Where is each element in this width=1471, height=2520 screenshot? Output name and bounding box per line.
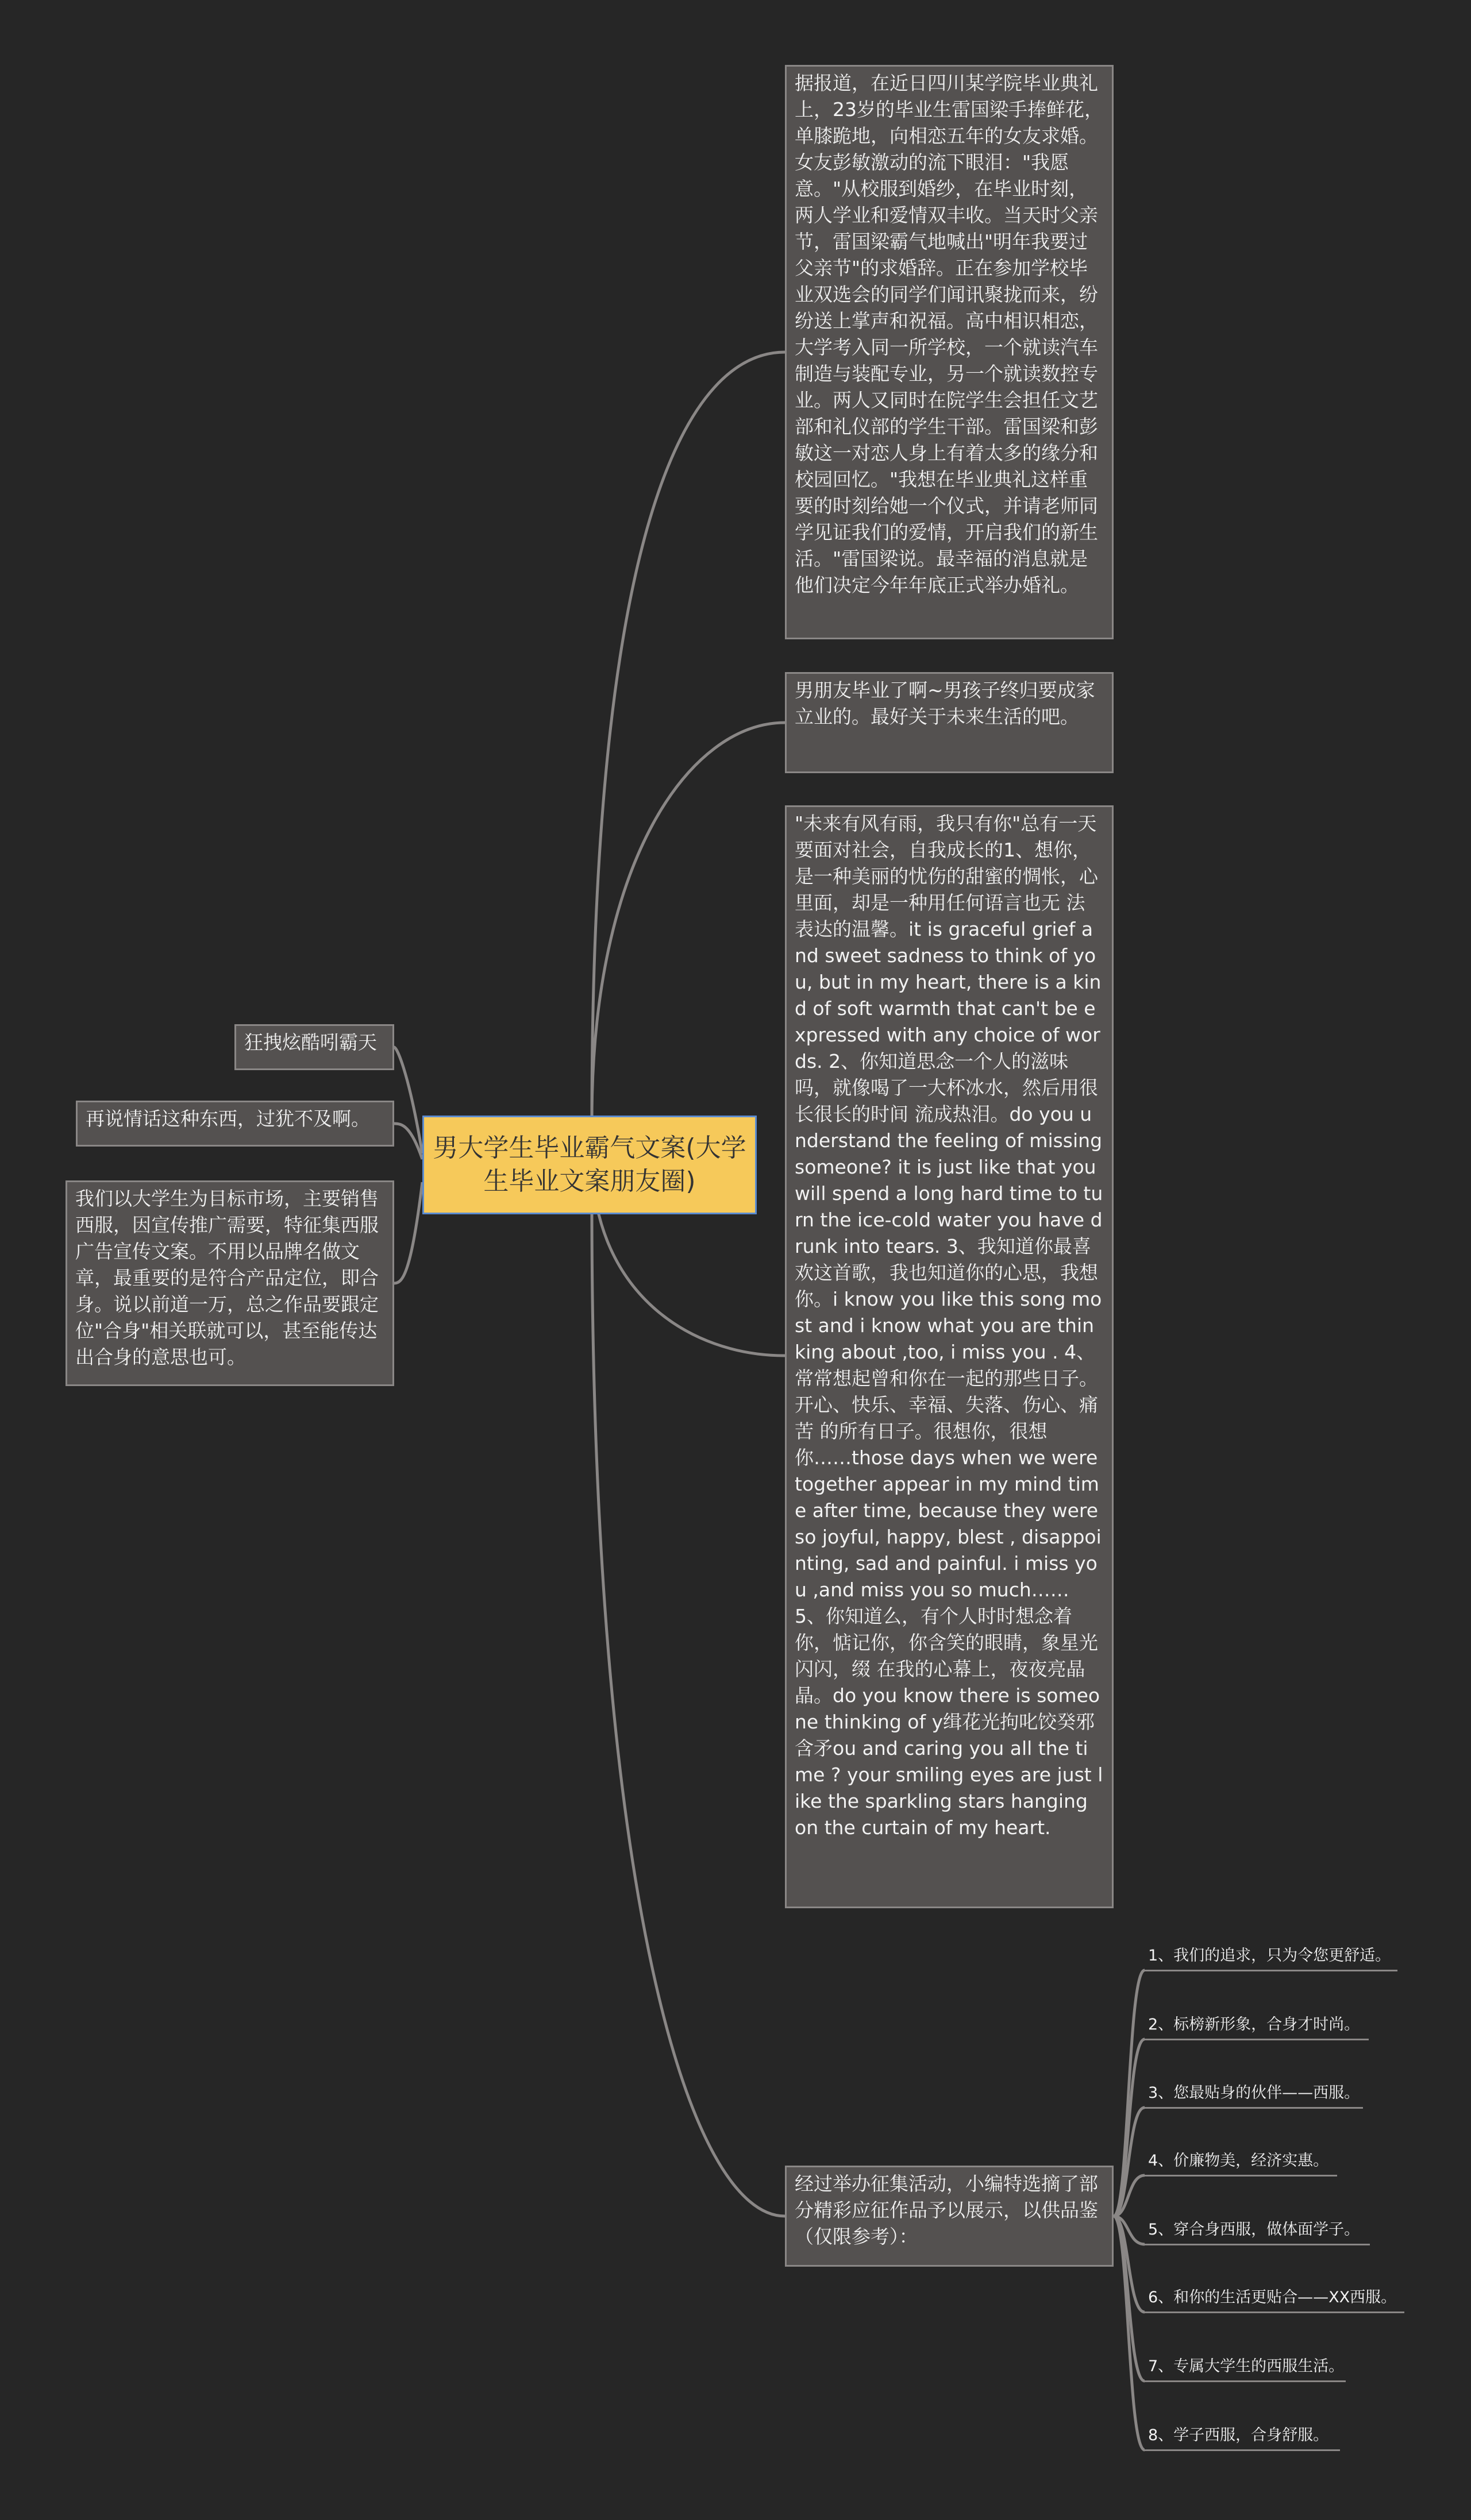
right-node-1[interactable]: 据报道，在近日四川某学院毕业典礼上，23岁的毕业生雷国梁手捧鲜花，单膝跪地，向相恋五年的女友求婚。女友彭敏激动的流下眼泪："我愿意。"从校服到婚纱，在毕业时刻，两人学业和爱情双丰收。当天时父亲节，雷国梁霸气地喊出"明年我要过父亲节"的求婚辞。正在参加学校毕业双选会的同学们闻讯聚拢而来，纷纷送上掌声和祝福。高中相识相恋，大学考入同一所学校，一个就读汽车制造与装配专业，另一个就读数控专业。两人又同时在院学生会担任文艺部和礼仪部的学生干部。雷国梁和彭敏这一对恋人身上有着太多的缘分和校园回忆。"我想在毕业典礼这样重要的时刻给她一个仪式，并请老师同学见证我们的爱情，开启我们的新生活。"雷国梁说。最幸福的消息就是他们决定今年年底正式举办婚礼。 <box>785 65 1114 639</box>
leaf-4[interactable]: 4、价廉物美，经济实惠。 <box>1145 2149 1337 2176</box>
leaf-1[interactable]: 1、我们的追求，只为令您更舒适。 <box>1145 1944 1397 1971</box>
right-node-3[interactable]: "未来有风有雨，我只有你"总有一天要面对社会，自我成长的1、想你，是一种美丽的忧伤的甜蜜的惆怅，心里面，却是一种用任何语言也无 法表达的温馨。it is graceful grief and sweet sadness to think of you, but in my heart, there is a kind of soft warmth that can't be expressed with any choice of words. 2、你知道思念一个人的滋味吗，就像喝了一大杯冰水，然后用很长很长的时间 流成热泪。do you understand the feeling of missing someone? it is just like that you will spend a long hard time to turn the ice-cold water you have drunk into tears. 3、我知道你最喜欢这首歌，我也知道你的心思，我想你。i know you like this song most and i know what you are thinking about ,too, i miss you . 4、常常想起曾和你在一起的那些日子。开心、快乐、幸福、失落、伤心、痛苦 的所有日子。很想你，很想你……those days when we were together appear in my mind time after time, because they were so joyful, happy, blest , disappointing, sad and painful. i miss you ,and miss you so much…… 5、你知道么，有个人时时想念着你，惦记你，你含笑的眼睛，象星光闪闪，缀 在我的心幕上，夜夜亮晶晶。do you know there is someone thinking of y缉花光拘叱饺癸邪含矛ou and caring you all the time ? your smiling eyes are just like the sparkling stars hanging on the curtain of my heart. <box>785 805 1114 1908</box>
left-node-3[interactable]: 我们以大学生为目标市场，主要销售西服，因宣传推广需要，特征集西服广告宣传文案。不用以品牌名做文章，最重要的是符合产品定位，即合身。说以前道一万，总之作品要跟定位"合身"相关联就可以，甚至能传达出合身的意思也可。 <box>66 1180 394 1386</box>
leaf-7[interactable]: 7、专属大学生的西服生活。 <box>1145 2355 1346 2382</box>
leaf-6[interactable]: 6、和你的生活更贴合——XX西服。 <box>1145 2286 1404 2313</box>
root-node[interactable]: 男大学生毕业霸气文案(大学生毕业文案朋友圈) <box>422 1116 757 1214</box>
leaf-5[interactable]: 5、穿合身西服，做体面学子。 <box>1145 2218 1370 2245</box>
right-node-4[interactable]: 经过举办征集活动，小编特选摘了部分精彩应征作品予以展示，以供品鉴（仅限参考）： <box>785 2166 1114 2267</box>
leaf-2[interactable]: 2、标榜新形象，合身才时尚。 <box>1145 2013 1369 2040</box>
edge-root-right-4 <box>592 1206 785 2216</box>
edge-leaf-1 <box>1114 1970 1145 2216</box>
left-node-2[interactable]: 再说情话这种东西，过犹不及啊。 <box>76 1101 394 1147</box>
right-node-2[interactable]: 男朋友毕业了啊~男孩子终归要成家立业的。最好关于未来生活的吧。 <box>785 672 1114 773</box>
leaf-3[interactable]: 3、您最贴身的伙伴——西服。 <box>1145 2082 1363 2109</box>
edge-root-right-2 <box>592 723 785 1120</box>
edge-leaf-8 <box>1114 2216 1145 2450</box>
leaf-8[interactable]: 8、学子西服，合身舒服。 <box>1145 2424 1340 2451</box>
edge-root-left-3 <box>394 1182 422 1283</box>
left-node-1[interactable]: 狂拽炫酷吲霸天 <box>234 1024 394 1070</box>
edge-root-left-1 <box>394 1047 422 1153</box>
edge-root-right-1 <box>592 352 785 1120</box>
